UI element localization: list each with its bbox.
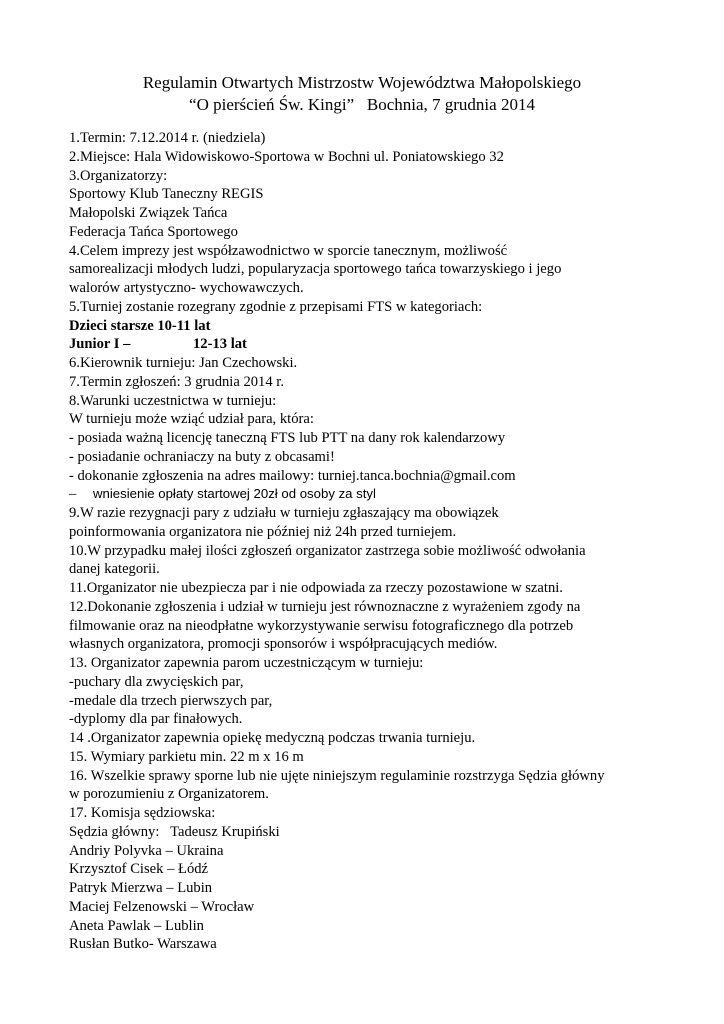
organizer-item: Federacja Tańca Sportowego: [69, 223, 238, 240]
warunki-item: - dokonanie zgłoszenia na adres mailowy: turniej.tanca.bochnia@gmail.com: [69, 467, 516, 484]
warunki-dash: –: [69, 486, 77, 503]
document-subtitle: “O pierścień Św. Kingi” Bochnia, 7 grudnia 2014: [189, 95, 535, 114]
section-rezygnacja: 9.W razie rezygnacji pary z udziału w turnieju zgłaszający ma obowiązek: [69, 505, 499, 521]
section-odwolanie: 10.W przypadku małej ilości zgłoszeń organizator zastrzega sobie możliwość odwołania: [69, 542, 586, 559]
organizer-item: Małopolski Związek Tańca: [69, 205, 228, 221]
section-warunki: 8.Warunki uczestnictwa w turnieju:: [69, 392, 277, 409]
section-opieka: 14 .Organizator zapewnia opiekę medyczną podczas trwania turnieju.: [69, 730, 476, 746]
warunki-item: - posiadanie ochraniaczy na buty z obcasami!: [69, 448, 335, 465]
section-sporne: 16. Wszelkie sprawy sporne lub nie ujęte niniejszym regulaminie rozstrzyga Sędzia główny: [69, 767, 605, 784]
nagrody-item: -puchary dla zwycięskich par,: [69, 673, 244, 690]
warunki-item: [69, 485, 709, 504]
section-nagrody: 13. Organizator zapewnia parom uczestniczącym w turnieju:: [69, 655, 424, 671]
section-zgoda-cont: filmowanie oraz na nieodpłatne wykorzystywanie serwisu fotograficznego dla potrzeb: [69, 617, 574, 634]
document-title: Regulamin Otwartych Mistrzostw Województwa Małopolskiego: [142, 73, 582, 92]
warunki-item: - posiada ważną licencję taneczną FTS lub PTT na dany rok kalendarzowy: [69, 430, 506, 446]
judge-item: Krzysztof Cisek – Łódź: [69, 861, 209, 878]
section-zgoda-cont: własnych organizatora, promocji sponsorów i współpracujących mediów.: [69, 636, 498, 653]
judge-head-name: Tadeusz Krupiński: [170, 823, 280, 840]
warunki-oplata: wniesienie opłaty startowej 20zł od osoby za styl: [93, 486, 376, 502]
category-dzieci: Dzieci starsze 10-11 lat: [69, 317, 211, 334]
judge-item: Aneta Pawlak – Lublin: [69, 917, 204, 934]
organizer-item: Sportowy Klub Taneczny REGIS: [69, 186, 264, 203]
section-cel-cont: samorealizacji młodych ludzi, popularyzacja sportowego tańca towarzyskiego i jego: [69, 261, 562, 278]
section-cel-cont: walorów artystyczno- wychowawczych.: [69, 280, 304, 296]
category-junior-label: Junior I –: [69, 336, 131, 353]
section-miejsce: 2.Miejsce: Hala Widowiskowo-Sportowa w Bochni ul. Poniatowskiego 32: [69, 148, 504, 165]
section-parkiet: 15. Wymiary parkietu min. 22 m x 16 m: [69, 748, 304, 765]
section-zgoda: 12.Dokonanie zgłoszenia i udział w turnieju jest równoznaczne z wyrażeniem zgody na: [69, 598, 581, 615]
judge-item: Rusłan Butko- Warszawa: [69, 936, 217, 953]
judge-head-label: Sędzia główny:: [69, 823, 160, 840]
judge-head: [69, 823, 709, 842]
nagrody-item: -dyplomy dla par finałowych.: [69, 711, 243, 728]
judge-item: Andriy Polyvka – Ukraina: [69, 842, 224, 859]
judge-item: Patryk Mierzwa – Lubin: [69, 880, 213, 896]
section-rezygnacja-cont: poinformowania organizatora nie później niż 24h przed turniejem.: [69, 523, 457, 540]
section-ubezpieczenie: 11.Organizator nie ubezpiecza par i nie odpowiada za rzeczy pozostawione w szatni.: [69, 580, 563, 596]
nagrody-item: -medale dla trzech pierwszych par,: [69, 692, 273, 709]
section-termin: 1.Termin: 7.12.2014 r. (niedziela): [69, 130, 266, 146]
category-junior: [69, 335, 709, 354]
judge-item: Maciej Felzenowski – Wrocław: [69, 898, 255, 915]
warunki-intro: W turnieju może wziąć udział para, która:: [69, 411, 314, 428]
section-kierownik: 6.Kierownik turnieju: Jan Czechowski.: [69, 355, 298, 371]
section-sporne-cont: w porozumieniu z Organizatorem.: [69, 786, 269, 803]
section-zgloszenia: 7.Termin zgłoszeń: 3 grudnia 2014 r.: [69, 373, 285, 390]
section-komisja: 17. Komisja sędziowska:: [69, 805, 216, 821]
section-odwolanie-cont: danej kategorii.: [69, 561, 160, 578]
category-junior-age: 12-13 lat: [193, 336, 247, 353]
section-turniej: 5.Turniej zostanie rozegrany zgodnie z przepisami FTS w kategoriach:: [69, 298, 483, 315]
document-body: [69, 129, 709, 954]
section-cel: 4.Celem imprezy jest współzawodnictwo w sporcie tanecznym, możliwość: [69, 242, 508, 259]
section-organizatorzy: 3.Organizatorzy:: [69, 167, 168, 184]
